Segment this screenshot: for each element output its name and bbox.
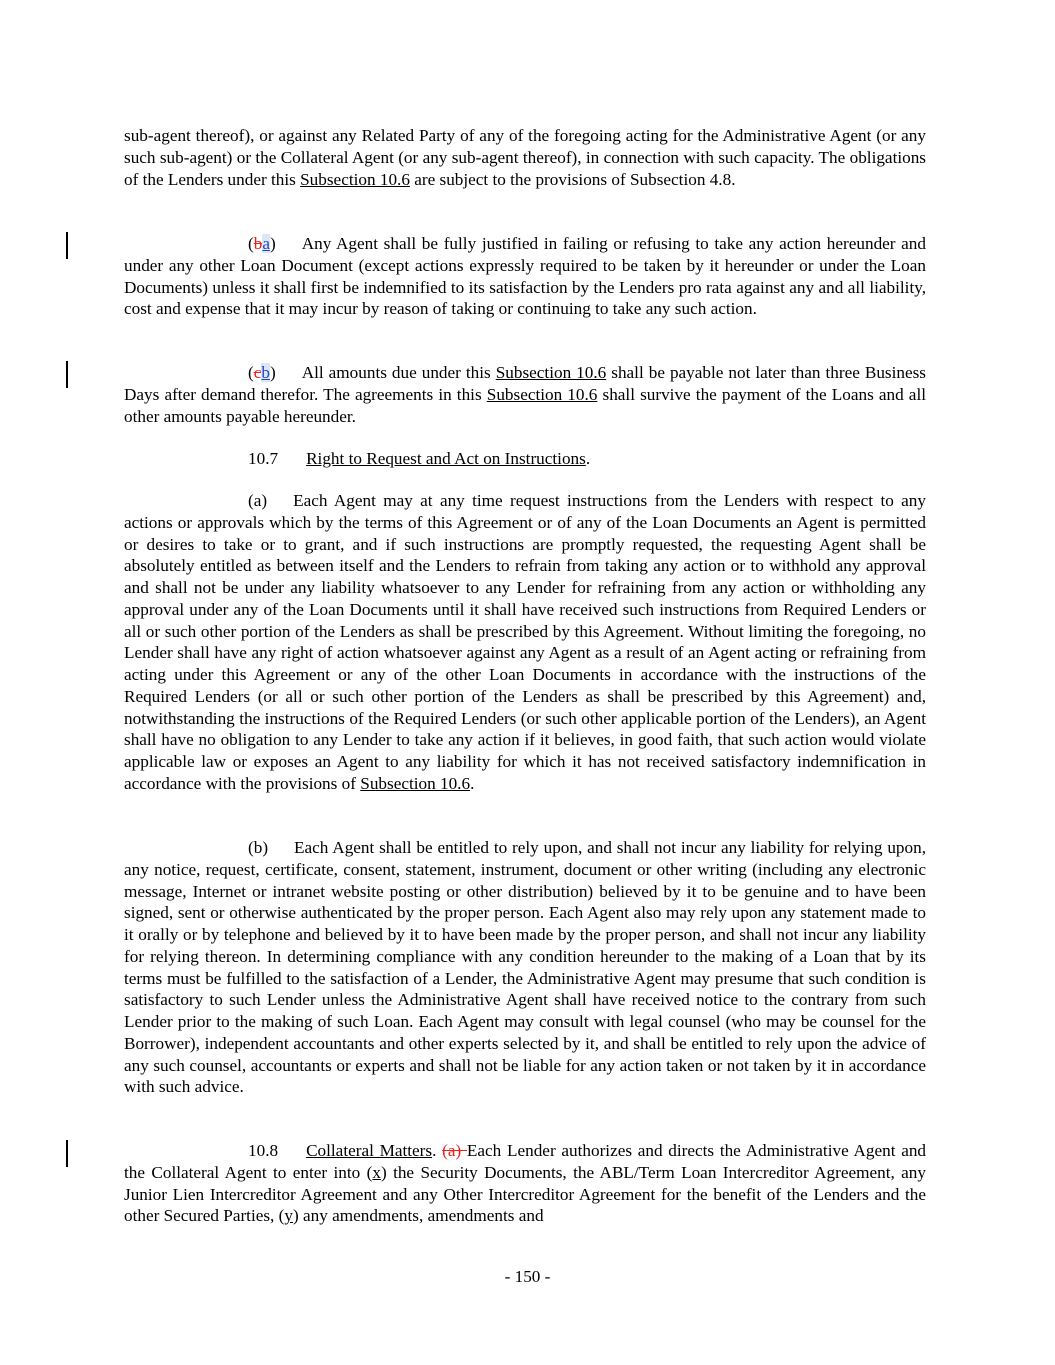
subsection-reference: Subsection 10.6 <box>300 169 410 189</box>
page-number: - 150 - <box>504 1267 551 1286</box>
label-open-paren: ( <box>248 234 254 253</box>
deleted-label: c <box>253 363 262 382</box>
change-bar <box>66 361 68 388</box>
deleted-label: (a) <box>442 1141 467 1160</box>
paragraph-text: Each Agent shall be entitled to rely upon, and shall not incur any liability for relying upon, any notice, request, certificate, consent, statement, instrument, document or other writing (including any electronic message, Internet or intranet website posting or other distribution) believed by it to be genuine and to have been signed, sent or otherwise authenticated by the proper person. Each Agent also may rely upon any statement made to it orally or by telephone and believed by it to have been made by the proper person, and shall not incur any liability for relying thereon. In determining compliance with any condition hereunder to the making of a Loan that by its terms must be fulfilled to the satisfaction of a Lender, the Administrative Agent may presume that such condition is satisfactory to such Lender unless the Administrative Agent shall have received notice to the contrary from such Lender prior to the making of such Loan. Each Agent may consult with legal counsel (who may be counsel for the Borrower), independent accountants and other experts selected by it, and shall be entitled to rely upon the advice of any such counsel, accountants or experts and shall not be liable for any action taken or not taken by it in accordance with such advice. <box>124 838 926 1097</box>
paragraph-text: ) any amendments, amendments and <box>292 1206 544 1226</box>
section-heading-10-7 <box>248 448 590 470</box>
label-close-paren: ) <box>269 363 276 382</box>
section-title: Collateral Matters <box>306 1141 433 1160</box>
paragraph-text: sub-agent thereof), or against any Related Party of any of the foregoing acting for the Administrative Agent (or any such sub-agent) or the Collateral Agent (or any sub-agent thereof), in connection with such capacity. The obligations of the Lenders under this <box>124 126 926 189</box>
section-title: Right to Request and Act on Instructions <box>306 449 586 468</box>
subsection-reference: Subsection 10.6 <box>495 363 607 382</box>
paragraph-subsection-a <box>124 233 926 320</box>
paragraph-label: (b) <box>248 838 269 857</box>
paragraph-text: All amounts due under this <box>301 363 496 382</box>
section-number: 10.7 <box>248 449 279 468</box>
label-close-paren: ) <box>269 234 276 253</box>
paragraph-text: . <box>470 773 475 793</box>
paragraph-text: Any Agent shall be fully justified in failing or refusing to take any action hereunder and under any other Loan Document (except actions expressly required to be taken by it hereunder or under the Loan Documents) unless it shall first be indemnified to its satisfaction by the Lenders pro rata against any and all liability, cost and expense that it may incur by reason of taking or continuing to take any such action. <box>124 234 926 319</box>
paragraph-label: (a) <box>248 491 268 510</box>
inserted-label: a <box>262 234 270 253</box>
clause-marker-y: y <box>284 1206 293 1226</box>
paragraph-subsection-b <box>124 362 926 427</box>
paragraph-text: Each Agent may at any time request instructions from the Lenders with respect to any actions or approvals which by the terms of this Agreement or of any of the Loan Documents an Agent is permitted or desires to take or to grant, and if such instructions are promptly requested, the requesting Agent shall be absolutely entitled as between itself and the Lenders to refrain from taking any action or to withhold any approval and shall not be under any liability whatsoever to any Lender for refraining from any action or withholding any approval under any of the Loan Documents until it shall have received such instructions from Required Lenders or all or such other portion of the Lenders as shall be prescribed by this Agreement. Without limiting the foregoing, no Lender shall have any right of action whatsoever against any Agent as a result of an Agent acting or refraining from acting under this Agreement or any of the other Loan Documents in accordance with the instructions of the Required Lenders (or all or such other portion of the Lenders as shall be prescribed by this Agreement) and, notwithstanding the instructions of the Required Lenders (or such other applicable portion of the Lenders), an Agent shall have no obligation to any Lender to take any action if it believes, in good faith, that such action would violate applicable law or exposes an Agent to any liability for which it has not received satisfactory indemnification in accordance with the provisions of <box>124 491 926 793</box>
paragraph-text: are subject to the provisions of Subsection 4.8. <box>409 169 736 189</box>
paragraph-10-7-a <box>124 490 926 795</box>
inserted-label: b <box>261 363 270 382</box>
clause-marker-x: x <box>372 1162 381 1182</box>
paragraph-10-8 <box>124 1140 926 1227</box>
paragraph-10-7-b <box>124 837 926 1098</box>
label-open-paren: ( <box>248 363 254 382</box>
section-title-period: . <box>585 449 591 468</box>
paragraph-text: Each Lender authorizes and directs the Administrative Agent and the Collateral Agent to enter into ( <box>124 1141 927 1182</box>
deleted-label: b <box>253 234 263 253</box>
paragraph-text: shall survive the payment of the Loans and all other amounts payable hereunder. <box>124 384 926 426</box>
paragraph-text: ) the Security Documents, the ABL/Term Loan Intercreditor Agreement, any Junior Lien Intercreditor Agreement and any Other Intercreditor Agreement for the benefit of the Lenders and the other Secured Parties, ( <box>124 1162 926 1226</box>
paragraph-text: shall be payable not later than three Business Days after demand therefor. The agreements in this <box>124 363 926 404</box>
change-bar <box>66 232 68 259</box>
subsection-reference: Subsection 10.6 <box>486 384 598 404</box>
subsection-reference: Subsection 10.6 <box>360 773 471 793</box>
paragraph-continuation <box>124 125 926 190</box>
change-bar <box>66 1140 68 1167</box>
section-number: 10.8 <box>248 1141 279 1160</box>
section-title-period: . <box>432 1141 443 1160</box>
